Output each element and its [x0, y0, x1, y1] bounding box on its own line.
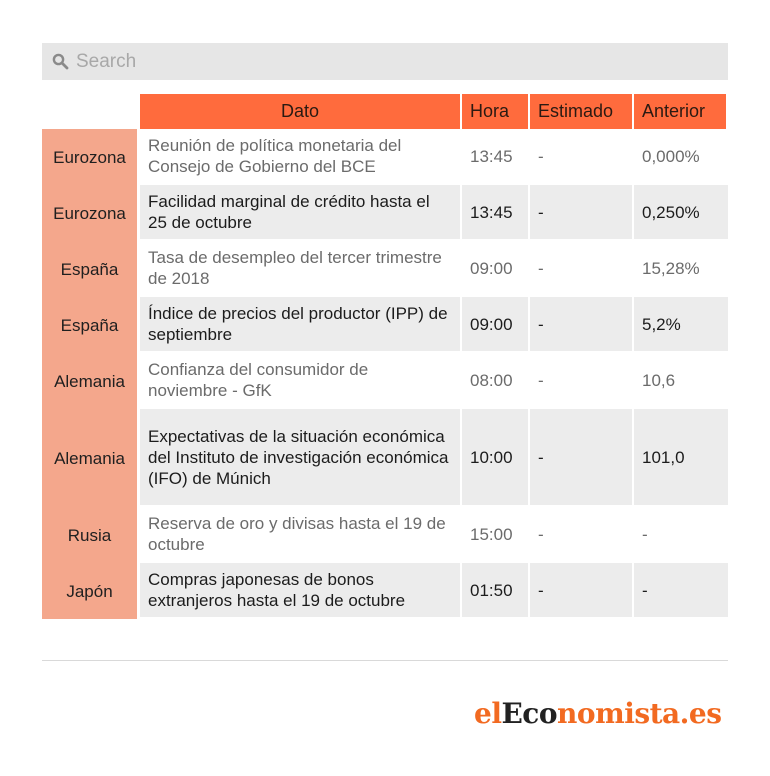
- country-cell: Alemania: [42, 353, 140, 409]
- estimado-cell: -: [530, 241, 634, 297]
- country-cell: España: [42, 241, 140, 297]
- estimado-cell: -: [530, 129, 634, 185]
- logo-part-nomista: nomista.es: [557, 697, 722, 730]
- dato-cell: Expectativas de la situación económica del Instituto de investigación económica (IFO) de Múnich: [140, 409, 462, 507]
- country-cell: Eurozona: [42, 185, 140, 241]
- table-row: [42, 297, 728, 353]
- country-cell: España: [42, 297, 140, 353]
- estimado-cell: -: [530, 507, 634, 563]
- hora-cell: 09:00: [462, 241, 530, 297]
- estimado-cell: -: [530, 563, 634, 619]
- dato-cell: Facilidad marginal de crédito hasta el 25 de octubre: [140, 185, 462, 241]
- anterior-cell: -: [634, 563, 728, 619]
- table-row: [42, 409, 728, 507]
- dato-cell: Reserva de oro y divisas hasta el 19 de octubre: [140, 507, 462, 563]
- anterior-cell: 0,250%: [634, 185, 728, 241]
- dato-cell: Confianza del consumidor de noviembre - GfK: [140, 353, 462, 409]
- anterior-cell: 15,28%: [634, 241, 728, 297]
- estimado-cell: -: [530, 409, 634, 507]
- header-hora[interactable]: Hora: [462, 94, 530, 129]
- anterior-cell: 101,0: [634, 409, 728, 507]
- hora-cell: 10:00: [462, 409, 530, 507]
- header-anterior[interactable]: Anterior: [634, 94, 728, 129]
- logo-part-eco: Eco: [501, 697, 558, 730]
- table-row: [42, 129, 728, 185]
- hora-cell: 08:00: [462, 353, 530, 409]
- hora-cell: 01:50: [462, 563, 530, 619]
- logo-part-el: el: [474, 697, 502, 730]
- eleconomista-logo[interactable]: [474, 697, 730, 741]
- divider: [42, 660, 728, 661]
- country-cell: Alemania: [42, 409, 140, 507]
- country-cell: Japón: [42, 563, 140, 619]
- estimado-cell: -: [530, 185, 634, 241]
- hora-cell: 13:45: [462, 129, 530, 185]
- table-header-row: [42, 94, 728, 129]
- country-cell: Eurozona: [42, 129, 140, 185]
- search-icon: [52, 53, 69, 70]
- hora-cell: 15:00: [462, 507, 530, 563]
- dato-cell: Reunión de política monetaria del Consejo de Gobierno del BCE: [140, 129, 462, 185]
- header-estimado[interactable]: Estimado: [530, 94, 634, 129]
- search-input[interactable]: [76, 43, 716, 80]
- anterior-cell: 0,000%: [634, 129, 728, 185]
- anterior-cell: -: [634, 507, 728, 563]
- country-cell: Rusia: [42, 507, 140, 563]
- dato-cell: Compras japonesas de bonos extranjeros hasta el 19 de octubre: [140, 563, 462, 619]
- header-dato[interactable]: Dato: [140, 94, 462, 129]
- dato-cell: Índice de precios del productor (IPP) de septiembre: [140, 297, 462, 353]
- table-row: [42, 241, 728, 297]
- header-blank: [42, 94, 140, 129]
- estimado-cell: -: [530, 297, 634, 353]
- hora-cell: 13:45: [462, 185, 530, 241]
- estimado-cell: -: [530, 353, 634, 409]
- table-row: [42, 185, 728, 241]
- economic-calendar-table: [42, 94, 728, 619]
- anterior-cell: 5,2%: [634, 297, 728, 353]
- hora-cell: 09:00: [462, 297, 530, 353]
- table-row: [42, 563, 728, 619]
- table-row: [42, 507, 728, 563]
- table-row: [42, 353, 728, 409]
- anterior-cell: 10,6: [634, 353, 728, 409]
- dato-cell: Tasa de desempleo del tercer trimestre de 2018: [140, 241, 462, 297]
